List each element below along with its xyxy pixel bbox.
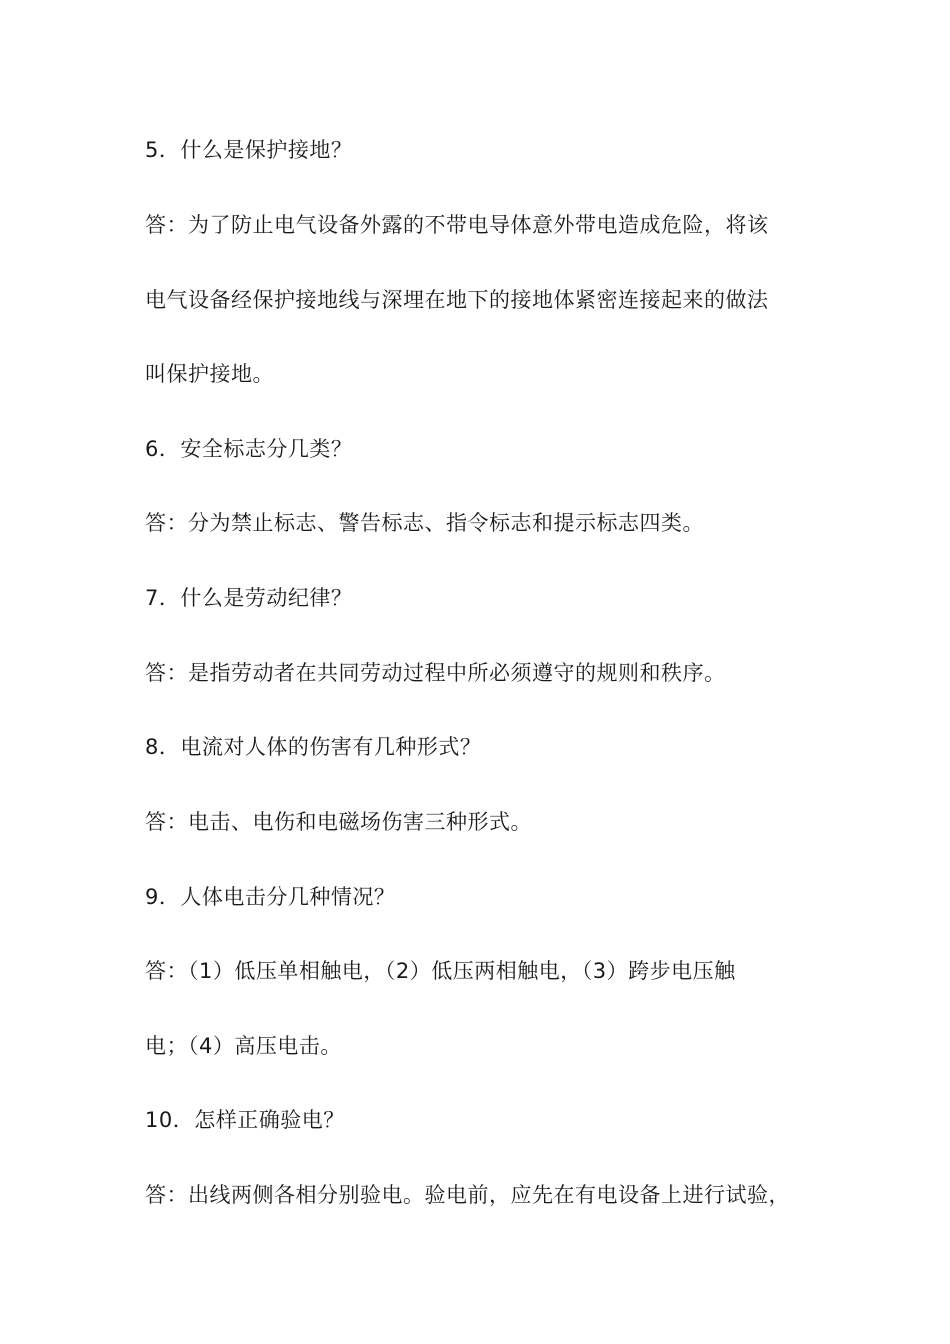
question-10: 10．怎样正确验电？: [145, 1108, 345, 1132]
answer-7: 答：是指劳动者在共同劳动过程中所必须遵守的规则和秩序。: [145, 661, 726, 685]
question-6: 6．安全标志分几类？: [145, 437, 353, 461]
question-5: 5．什么是保护接地？: [145, 138, 353, 162]
question-7: 7．什么是劳动纪律？: [145, 586, 353, 610]
answer-10-line-1: 答：出线两侧各相分别验电。验电前，应先在有电设备上进行试验，: [145, 1183, 790, 1207]
answer-5-line-1: 答：为了防止电气设备外露的不带电导体意外带电造成危险，将该: [145, 213, 769, 237]
answer-5-line-3: 叫保护接地。: [145, 362, 274, 386]
answer-5-line-2: 电气设备经保护接地线与深埋在地下的接地体紧密连接起来的做法: [145, 288, 769, 312]
question-9: 9．人体电击分几种情况？: [145, 885, 396, 909]
answer-8: 答：电击、电伤和电磁场伤害三种形式。: [145, 810, 532, 834]
answer-6: 答：分为禁止标志、警告标志、指令标志和提示标志四类。: [145, 511, 704, 535]
answer-9-line-2: 电；（4）高压电击。: [145, 1034, 342, 1058]
question-8: 8．电流对人体的伤害有几种形式？: [145, 735, 482, 759]
answer-9-line-1: 答：（1）低压单相触电，（2）低压两相触电，（3）跨步电压触: [145, 959, 736, 983]
